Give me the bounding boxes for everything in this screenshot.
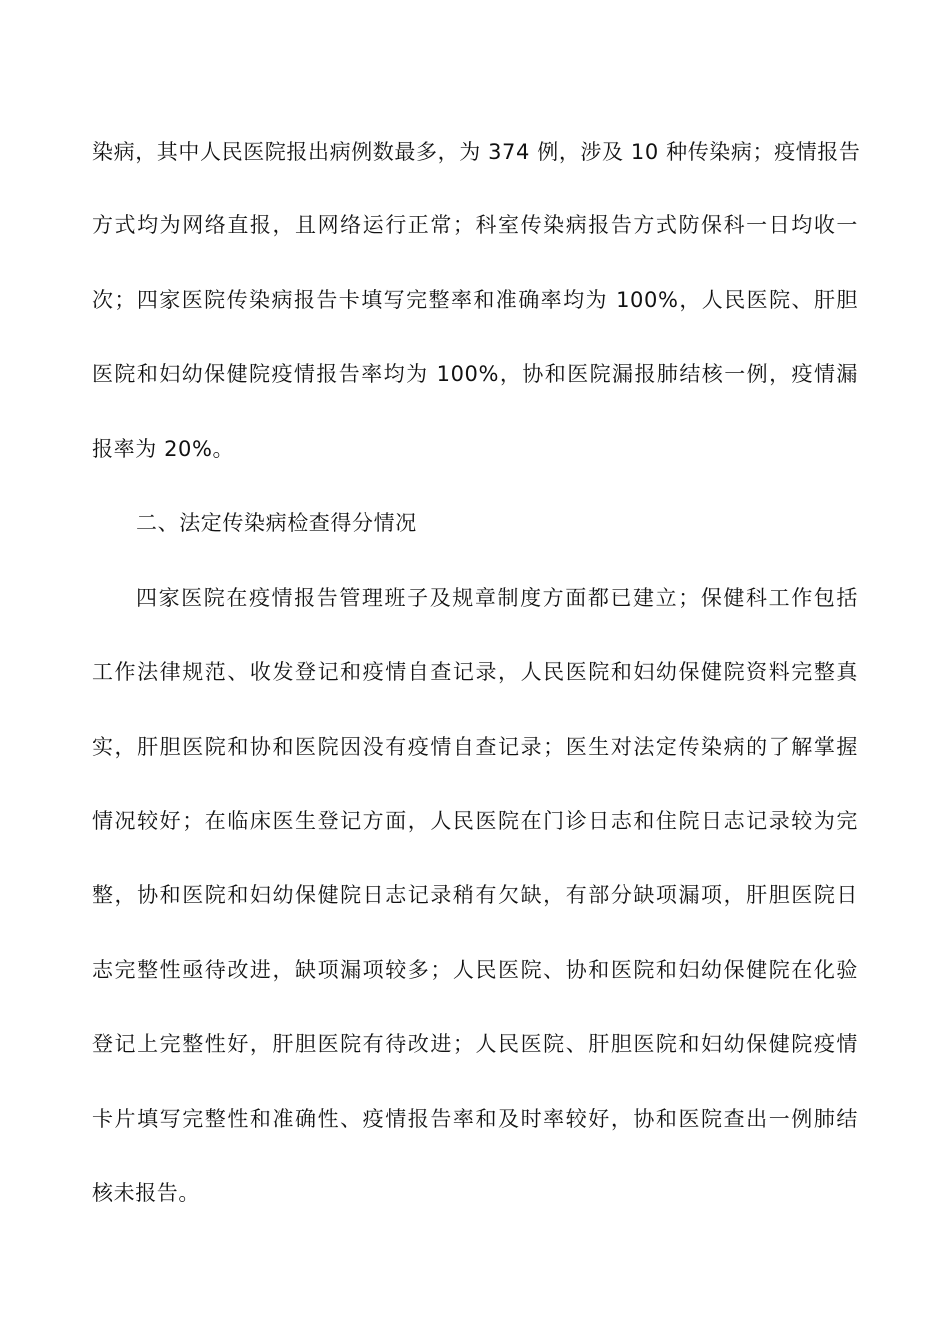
paragraph-2-line-3: 实，肝胆医院和协和医院因没有疫情自查记录；医生对法定传染病的了解掌握: [92, 735, 858, 759]
paragraph-1-line-1: 染病，其中人民医院报出病例数最多，为 374 例，涉及 10 种传染病；疫情报告: [92, 140, 861, 164]
paragraph-1-line-5: 报率为 20%。: [92, 437, 235, 461]
paragraph-2-line-6: 志完整性亟待改进，缺项漏项较多；人民医院、协和医院和妇幼保健院在化验: [92, 958, 858, 982]
paragraph-1-line-2: 方式均为网络直报，且网络运行正常；科室传染病报告方式防保科一日均收一: [92, 213, 858, 237]
paragraph-2-line-8: 卡片填写完整性和准确性、疫情报告率和及时率较好，协和医院查出一例肺结: [92, 1107, 858, 1131]
paragraph-2-line-5: 整，协和医院和妇幼保健院日志记录稍有欠缺，有部分缺项漏项，肝胆医院日: [92, 883, 858, 907]
paragraph-2-line-2: 工作法律规范、收发登记和疫情自查记录，人民医院和妇幼保健院资料完整真: [92, 660, 858, 684]
paragraph-2-line-9: 核未报告。: [92, 1181, 200, 1205]
section-heading-2: 二、法定传染病检查得分情况: [136, 511, 417, 535]
paragraph-1-line-4: 医院和妇幼保健院疫情报告率均为 100%，协和医院漏报肺结核一例，疫情漏: [92, 362, 858, 386]
paragraph-2-line-4: 情况较好；在临床医生登记方面，人民医院在门诊日志和住院日志记录较为完: [92, 809, 858, 833]
paragraph-1-line-3: 次；四家医院传染病报告卡填写完整率和准确率均为 100%，人民医院、肝胆: [92, 288, 858, 312]
paragraph-2-line-7: 登记上完整性好，肝胆医院有待改进；人民医院、肝胆医院和妇幼保健院疫情: [92, 1032, 858, 1056]
paragraph-2-line-1: 四家医院在疫情报告管理班子及规章制度方面都已建立；保健科工作包括: [136, 586, 858, 610]
